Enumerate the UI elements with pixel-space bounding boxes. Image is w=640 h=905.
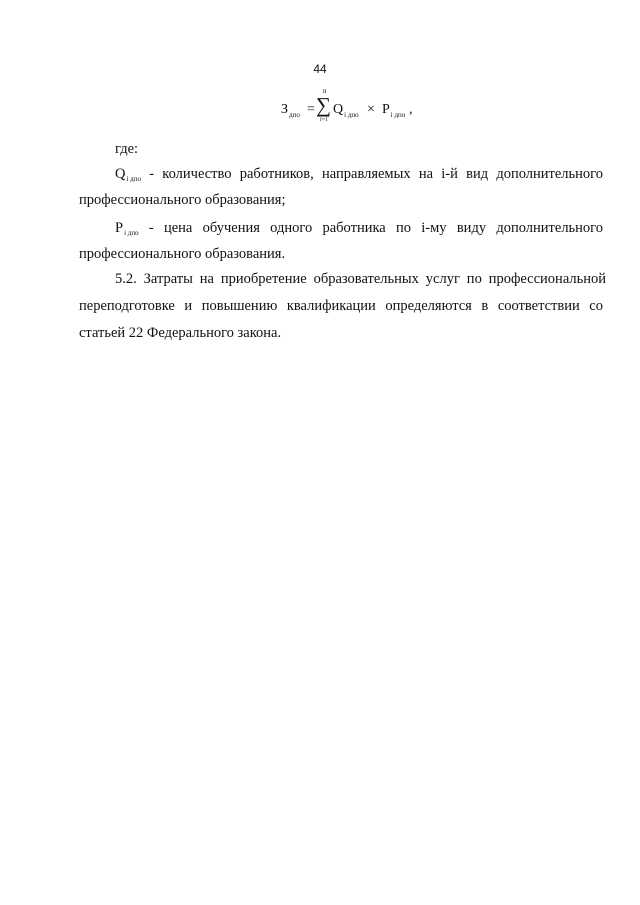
formula-times: ×: [367, 102, 375, 117]
formula-comma: ,: [409, 102, 413, 117]
summation-sign: [316, 87, 334, 124]
paragraph-line3: статьей 22 Федерального закона.: [79, 325, 282, 341]
definition-p-line2: профессионального образования.: [79, 246, 286, 262]
formula-p-term: $P_{i дпо}$: [382, 102, 406, 119]
definition-q-line2: профессионального образования;: [79, 192, 286, 208]
where-label: где:: [115, 141, 139, 157]
formula-lhs: $З_{дпо}$: [281, 102, 300, 119]
paragraph-line2: переподготовке и повышению квалификации определяются в соответствии со: [79, 298, 603, 314]
symbol-q: $Q_{i дпо}$: [115, 166, 141, 183]
sum-upper-limit: n: [323, 87, 327, 95]
formula-equals: =: [307, 102, 315, 117]
sum-lower-limit: i=1: [320, 117, 329, 123]
definition-p-line1: $P_{i дпо}$ - цена обучения одного работника по i-му виду дополнительного: [115, 220, 604, 237]
formula-q-term: $Q_{i дпо}$: [333, 102, 359, 119]
symbol-p: $P_{i дпо}$: [115, 220, 139, 237]
page-number: 44: [313, 62, 327, 76]
definition-q-line1: $Q_{i дпо}$ - количество работников, направляемых на i-й вид дополнительного: [115, 166, 603, 183]
paragraph-line1: 5.2. Затраты на приобретение образовательных услуг по профессиональной: [115, 271, 606, 287]
sigma-icon: ∑: [316, 93, 331, 117]
